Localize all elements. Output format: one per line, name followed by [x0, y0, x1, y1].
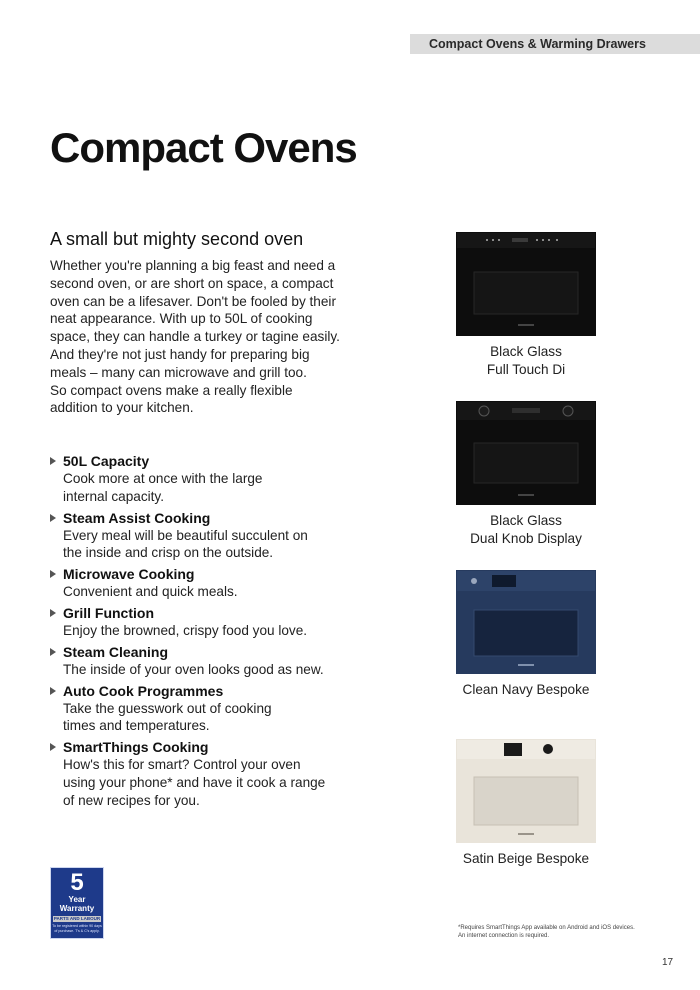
footnote-line: An internet connection is required.	[458, 933, 550, 939]
intro-paragraph	[50, 257, 350, 417]
triangle-bullet-icon	[50, 457, 56, 465]
feature-line: Every meal will be beautiful succulent on	[63, 527, 308, 543]
oven-control-panel	[457, 571, 595, 591]
intro-line: second oven, or are short on space, a compact	[50, 275, 334, 291]
feature-description	[63, 527, 350, 563]
page-title: Compact Ovens	[50, 124, 357, 171]
feature-line: of new recipes for you.	[63, 792, 200, 808]
warranty-small-print: To be registered within 90 days of purchase. T's & C's apply.	[52, 924, 102, 933]
knob-icon	[543, 744, 553, 754]
feature-item	[50, 452, 350, 506]
feature-item	[50, 604, 350, 640]
intro-line: space, they can handle a turkey or tagine easily.	[50, 329, 340, 345]
triangle-bullet-icon	[50, 743, 56, 751]
feature-title: 50L Capacity	[63, 453, 150, 469]
feature-description	[63, 756, 350, 809]
feature-line: times and temperatures.	[63, 718, 210, 734]
warranty-year-label: Year	[68, 895, 86, 904]
intro-line: neat appearance. With up to 50L of cooking	[50, 311, 313, 327]
feature-item	[50, 682, 350, 736]
caption-line: Black Glass	[490, 344, 562, 359]
oven-control-panel	[457, 740, 595, 759]
triangle-bullet-icon	[50, 570, 56, 578]
feature-description	[63, 470, 350, 506]
warranty-bar: PARTS AND LABOUR	[53, 916, 101, 921]
feature-line: using your phone* and have it cook a range	[63, 774, 326, 790]
oven-image-clean-navy	[456, 570, 596, 674]
caption-line: Clean Navy Bespoke	[462, 682, 590, 697]
feature-title: Steam Cleaning	[63, 643, 169, 660]
feature-item	[50, 738, 350, 809]
intro-line: addition to your kitchen.	[50, 400, 194, 416]
intro-line: So compact ovens make a really flexible	[50, 382, 293, 398]
right-knob-icon	[563, 406, 573, 416]
triangle-bullet-icon	[50, 648, 56, 656]
triangle-bullet-icon	[50, 687, 56, 695]
feature-list	[50, 452, 350, 813]
intro-line: And they're not just handy for preparing big	[50, 346, 310, 362]
oven-window	[474, 777, 578, 825]
page-number: 17	[662, 957, 674, 968]
caption-line: Full Touch Di	[486, 362, 566, 377]
oven-caption	[446, 343, 606, 379]
intro-heading: A small but mighty second oven	[50, 229, 304, 249]
display-icon	[512, 408, 540, 413]
feature-line: Enjoy the browned, crispy food you love.	[63, 622, 308, 638]
feature-item	[50, 643, 350, 679]
feature-title: SmartThings Cooking	[63, 739, 209, 756]
display-icon	[504, 743, 522, 756]
feature-item	[50, 565, 350, 601]
oven-caption	[446, 850, 606, 868]
feature-line: Take the guesswork out of cooking	[63, 700, 272, 716]
knob-icon	[471, 578, 477, 584]
caption-line: Black Glass	[490, 513, 562, 528]
brand-mark	[518, 833, 534, 835]
oven-image-satin-beige	[456, 739, 596, 843]
oven-image-black-dual-knob	[456, 401, 596, 505]
warranty-label: Warranty	[59, 904, 95, 913]
caption-line: Dual Knob Display	[470, 531, 582, 546]
brand-mark	[518, 324, 534, 326]
feature-description	[63, 583, 350, 601]
display-icon	[492, 575, 516, 587]
feature-description	[63, 700, 350, 736]
triangle-bullet-icon	[50, 514, 56, 522]
feature-line: internal capacity.	[63, 488, 164, 504]
section-header: Compact Ovens & Warming Drawers	[410, 34, 700, 54]
oven-window	[474, 610, 578, 656]
oven-window	[474, 272, 578, 314]
warranty-badge	[50, 867, 104, 939]
feature-title: Auto Cook Programmes	[63, 682, 224, 699]
feature-line: How's this for smart? Control your oven	[63, 757, 301, 773]
intro-line: meals – many can microwave and grill too.	[50, 364, 307, 380]
brand-mark	[518, 664, 534, 666]
feature-description	[63, 661, 350, 679]
feature-line: the inside and crisp on the outside.	[63, 545, 274, 561]
footnote-line: *Requires SmartThings App available on Android and iOS devices.	[458, 925, 635, 931]
triangle-bullet-icon	[50, 609, 56, 617]
brand-mark	[518, 494, 534, 496]
intro-line: oven can be a lifesaver. Don't be fooled by their	[50, 293, 336, 309]
feature-title: Microwave Cooking	[63, 566, 195, 583]
intro-line: Whether you're planning a big feast and need a	[50, 258, 336, 273]
feature-line: Convenient and quick meals.	[63, 584, 238, 600]
feature-title: Grill Function	[63, 604, 154, 621]
feature-title: Steam Assist Cooking	[63, 509, 211, 526]
warranty-years: 5	[70, 869, 84, 896]
feature-item	[50, 509, 350, 563]
oven-image-black-full-touch	[456, 232, 596, 336]
footnote	[458, 924, 658, 940]
oven-caption	[446, 512, 606, 548]
oven-caption	[446, 681, 606, 699]
feature-line: The inside of your oven looks good as new.	[63, 661, 324, 677]
feature-description	[63, 622, 350, 640]
oven-window	[474, 443, 578, 483]
left-knob-icon	[479, 406, 489, 416]
caption-line: Satin Beige Bespoke	[462, 851, 590, 866]
feature-line: Cook more at once with the large	[63, 471, 263, 486]
